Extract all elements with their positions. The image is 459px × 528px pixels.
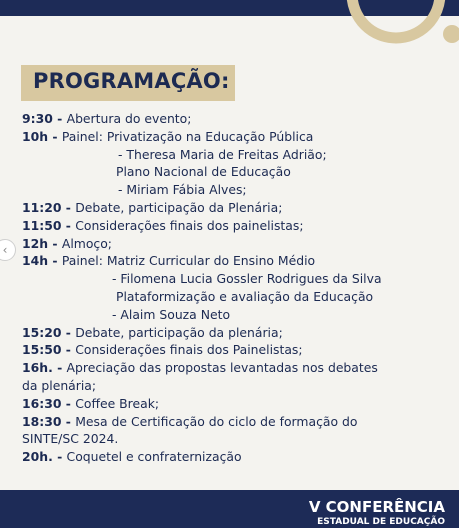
panel-topic: Plataformização e avaliação da Educação bbox=[116, 288, 374, 304]
schedule-time: 15:20 - bbox=[22, 324, 76, 340]
schedule-subitem bbox=[22, 146, 442, 164]
speaker-name: - Filomena Lucia Gossler Rodrigues da Silva bbox=[112, 271, 382, 287]
schedule-list bbox=[22, 110, 442, 466]
schedule-text: da plenária; bbox=[22, 377, 97, 393]
schedule-time: 15:50 - bbox=[22, 342, 76, 358]
schedule-item bbox=[22, 341, 442, 359]
schedule-text: Apreciação das propostas levantadas nos debates bbox=[66, 360, 378, 376]
schedule-text: Debate, participação da Plenária; bbox=[75, 199, 283, 215]
schedule-time: 11:20 - bbox=[22, 199, 76, 215]
header-band bbox=[0, 0, 459, 16]
speaker-name: - Theresa Maria de Freitas Adrião; bbox=[118, 146, 327, 162]
schedule-item bbox=[22, 359, 442, 377]
schedule-item bbox=[22, 252, 442, 270]
schedule-time: 12h - bbox=[22, 235, 62, 251]
schedule-text: Painel: Matriz Curricular do Ensino Médio bbox=[61, 253, 316, 269]
schedule-item-continued bbox=[22, 430, 442, 448]
schedule-item bbox=[22, 413, 442, 431]
speaker-name: - Alaim Souza Neto bbox=[112, 306, 231, 322]
schedule-item bbox=[22, 217, 442, 235]
schedule-subitem bbox=[22, 163, 442, 181]
panel-topic: Plano Nacional de Educação bbox=[116, 164, 291, 180]
schedule-text: Debate, participação da plenária; bbox=[75, 324, 283, 340]
schedule-text: Coquetel e confraternização bbox=[66, 449, 242, 465]
decorative-ring-graphic bbox=[0, 0, 459, 120]
schedule-text: Considerações finais dos Painelistas; bbox=[75, 342, 303, 358]
schedule-time: 14h - bbox=[22, 253, 62, 269]
schedule-time: 16:30 - bbox=[22, 395, 76, 411]
schedule-time: 10h - bbox=[22, 128, 62, 144]
schedule-subitem bbox=[22, 270, 442, 288]
speaker-name: - Miriam Fábia Alves; bbox=[118, 182, 247, 198]
schedule-item-continued bbox=[22, 377, 442, 395]
schedule-subitem bbox=[22, 306, 442, 324]
schedule-item bbox=[22, 395, 442, 413]
footer-title: V CONFERÊNCIA bbox=[308, 498, 445, 516]
carousel-prev-button[interactable] bbox=[0, 239, 16, 261]
schedule-time: 11:50 - bbox=[22, 217, 76, 233]
chevron-left-icon: ‹ bbox=[2, 243, 8, 257]
schedule-text: Almoço; bbox=[61, 235, 112, 251]
page-title: PROGRAMAÇÃO: bbox=[33, 69, 230, 93]
schedule-subitem bbox=[22, 181, 442, 199]
footer-subtitle: ESTADUAL DE EDUCAÇÃO bbox=[317, 517, 445, 527]
schedule-text: Considerações finais dos painelistas; bbox=[75, 217, 304, 233]
schedule-item bbox=[22, 448, 442, 466]
schedule-subitem bbox=[22, 288, 442, 306]
schedule-text: Painel: Privatização na Educação Pública bbox=[61, 128, 314, 144]
schedule-item bbox=[22, 128, 442, 146]
schedule-time: 9:30 - bbox=[22, 111, 67, 126]
schedule-time: 16h. - bbox=[22, 360, 67, 376]
schedule-text: Coffee Break; bbox=[75, 395, 160, 411]
schedule-text: Abertura do evento; bbox=[66, 111, 192, 126]
schedule-item bbox=[22, 110, 442, 128]
schedule-text: Mesa de Certificação do ciclo de formação do bbox=[75, 413, 358, 429]
schedule-time: 18:30 - bbox=[22, 413, 76, 429]
schedule-text: SINTE/SC 2024. bbox=[22, 431, 119, 447]
schedule-item bbox=[22, 324, 442, 342]
schedule-item bbox=[22, 199, 442, 217]
schedule-item bbox=[22, 235, 442, 253]
footer-band bbox=[0, 490, 459, 528]
schedule-time: 20h. - bbox=[22, 449, 67, 465]
